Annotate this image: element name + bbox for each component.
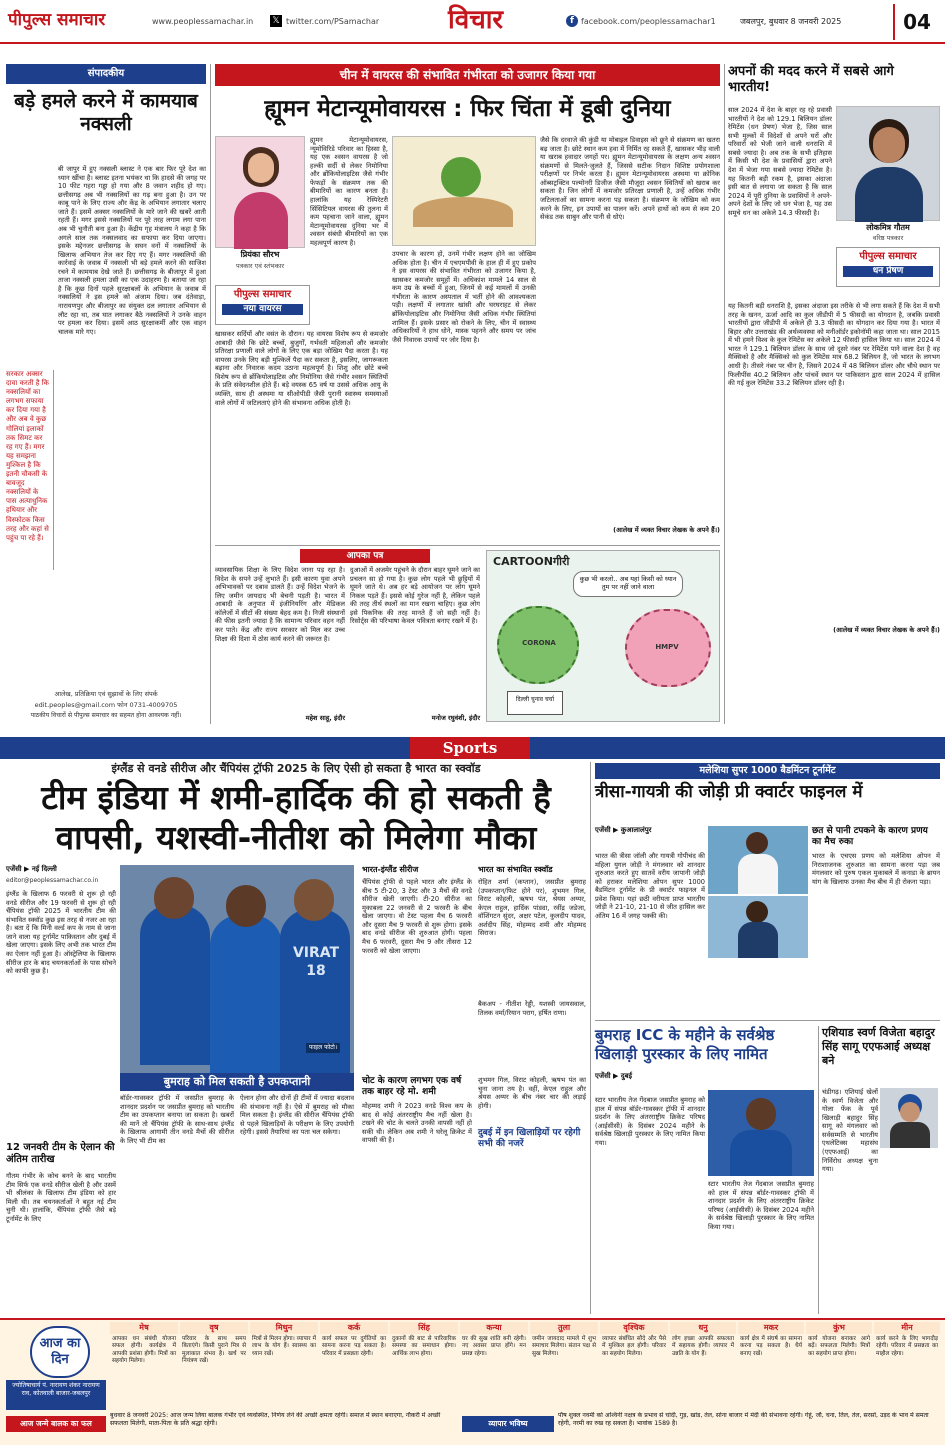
hmpv-kicker: चीन में वायरस की संभावित गंभीरता को उजागर किया गया <box>215 64 720 86</box>
column-logo: पीपुल्स समाचार <box>233 289 292 300</box>
sports-headline: टीम इंडिया में शमी-हार्दिक की हो सकती है वापसी, यशस्वी-नीतीश को मिलेगा मौका <box>41 778 551 857</box>
hmpv-body-3: उपचार के कारण हो, उनमें गंभीर लक्षण होने का जोखिम अधिक होता है। चीन में एचएमपीवी के हाल ही में हुए प्रकोप ने इस वायरस की संभावित गंभीरता को उजागर किया है, खासकर कमजोर समूहों में। अधिकांश मामले 14 साल से कम उम्र के बच्चों में हुआ, जिनमें से कई मामलों में उनकी गंभीरता के कारण अस्पताल में भर्ती होने की आवश्यकता पड़ी। लक्षणों में लगातार खांसी और घरघराहट से लेकर ब्रोंकियोलाइटिस और निमोनिया जैसी अधिक गंभीर स्थितियां शामिल हैं। इसके प्रसार को रोकने के लिए, चीन में स्वास्थ्य अधिकारियों ने हाथ धोने, मास्क पहनने और समय पर जांच जैसे निवारक उपायों पर जोर दिया है। <box>392 250 536 344</box>
photo-caption: बुमराह को मिल सकती है उपकप्तानी <box>120 1073 354 1091</box>
website-link[interactable]: www.peoplessamachar.in <box>152 17 254 26</box>
prannoy-title: छत से पानी टपकने के कारण प्रणय का मैच रुका <box>812 826 928 848</box>
section-title: विचार <box>448 5 504 35</box>
author-name-priyanka: प्रियंका सौरभ <box>240 250 280 259</box>
section-divider <box>595 1020 940 1021</box>
sports-byline: एजेंसी ▶ नई दिल्ली <box>6 865 57 873</box>
sign-name: मेष <box>110 1322 178 1334</box>
sports-body-1: इंग्लैंड के खिलाफ 6 फरवरी से शुरू हो रही वनडे सीरीज और 19 फरवरी से शुरू हो रही चैंपियंस ट्रॉफी 2025 में भारतीय टीम की संभावित स्क्वॉड कुछ इस तरह से नजर आ रहा है। बता दें कि मिनी वर्ल्ड कप के नाम से जाना जाने वाला यह टूर्नामेंट पाकिस्तान और दुबई में खेला जाएगा। इसके लिए अभी तक भारत टीम का ऐलान नहीं हुआ है। ऑस्ट्रेलिया के खिलाफ सीरीज हार के बाद चयनकर्ताओं के पास सोचने को काफी कुछ है। <box>6 890 116 976</box>
editorial-body: बी जापुर में हुए नक्सली ब्लास्ट ने एक बार फिर पूरे देश का ध्यान खींचा है। ब्लास्ट इतना भयंकर था कि हादसे की जगह पर 10 फीट गहरा गड्ढा हो गया और 8 जवान शहीद हो गए। छत्तीसगढ़ अब भी नक्सलियों का गढ़ बना हुआ है। उन पर काबू पाने के लिए राज्य और केंद्र के अभियान लगातार चलाए जाते हैं। इसमें अक्सर नक्सलियों के मारे जाने की खबरें आती रहती हैं। मगर इससे नक्सलियों पर पूरे तरह लगाम लगा पाना अब भी चुनौती बना हुआ है। केंद्रीय गृह मंत्रालय ने कहा है कि अगले साल तक नक्सलवाद का सफाया कर दिया जाएगा। इसके मद्देनजर छत्तीसगढ़ के सघन वनों में नक्सलियों के खिलाफ अभियान तेज कर दिए गए हैं। मगर नक्सलियों की कार्रवाई के जवाब में नक्सली भी बड़े हमले करने की साजिश रचने में कामयाब देखे जाते हैं। छत्तीसगढ़ के बीजापुर में हुआ ताजा नक्सली हमला उसी का एक उदाहरण है। बताया जा रहा है कि कुछ दिनों पहले सुरक्षाबलों के अभियान के जवाब में नक्सलियों ने इस हमले को अंजाम दिया। जब दंतेवाड़ा, नारायणपुर और बीजापुर का संयुक्त दल लगातार अभियान से लौट रहा था, तब घात लगाकर बैठे नक्सलियों ने उनके वाहन पर हमला कर दिया। इसमें आठ सुरक्षाकर्मी और एक वाहन चालक मारे गए। <box>58 165 206 336</box>
column-tag: धन प्रेषण <box>843 266 933 278</box>
sign-pisces <box>874 1322 940 1410</box>
author-name-lokmitra: लोकमित्र गौतम <box>866 223 910 232</box>
sign-aries <box>110 1322 178 1410</box>
column-divider <box>818 1026 819 1314</box>
remit-credit: (आलेख में व्यक्त विचार लेखक के अपने हैं।) <box>833 626 940 634</box>
sagu-body: चंडीगढ़। एशियाई खेलों के स्वर्ण विजेता और गोला फेंक के पूर्व खिलाड़ी बहादुर सिंह सागू को मंगलवार को सर्वसम्मति से भारतीय एथलेटिक्स महासंघ (एएफआई) का निर्विरोध अध्यक्ष चुना गया। <box>822 1088 878 1174</box>
born-today-text: बुधवार 8 जनवरी 2025: आज जन्म लिया बालक गंभीर एवं व्यवस्थित, निर्णय लेने की अच्छी क्षमता रहेगी। समाज में स्थान बनाएगा, नौकरी में अच्छी सफलता मिलेगी, माता-पिता के प्रति श्रद्धा रहेगी। <box>110 1412 441 1428</box>
letters-title: आपका पत्र <box>300 549 430 563</box>
cartoon-box <box>486 550 720 722</box>
sign-name: मिथुन <box>250 1322 318 1334</box>
shami-title: चोट के कारण लगभग एक वर्ष तक बाहर रहे मो. शमी <box>362 1076 462 1098</box>
prannoy-body: भारत के एचएस प्रणय को मलेशिया ओपन में निराशाजनक शुरुआत का सामना करना पड़ा जब मंगलवार को पुरुष एकल मुकाबले में कनाडा के ब्रायन यांग के खिलाफ उनका मैच बीच में ही रोकना पड़ा। <box>812 852 940 886</box>
column-logo-box <box>215 285 310 325</box>
squad-body: रोहित शर्मा (कप्तान), जसप्रीत बुमराह (उपकप्तान/फिट होने पर), शुभमन गिल, विराट कोहली, ऋषभ पंत, श्रेयस अय्यर, केएल राहुल, हार्दिक पांड्या, रवींद्र जडेजा, वॉशिंगटन सुंदर, अक्षर पटेल, कुलदीप यादव, अर्शदीप सिंह, मोहम्मद शमी और मोहम्मद सिराज। <box>478 878 586 938</box>
sign-text: घर की सुख शांति बनी रहेगी। नए अवसर प्राप्त होंगे। मन प्रसन्न रहेगा। <box>462 1336 526 1357</box>
sign-gemini <box>250 1322 318 1410</box>
column-tag: नया वायरस <box>222 304 303 316</box>
sign-name: कन्या <box>460 1322 528 1334</box>
sign-aquarius <box>806 1322 872 1410</box>
letter-2: दुआओं में अजमेर पहुंचने के दौरान बाहर घूमने जाने का प्रचलन सा हो गया है। कुछ लोग पहले भी छुट्टियों में घूमने जाते थे। अब हर बड़े आयोजन पर लोग घूमने निकल पड़ते हैं। इससे कोई गुरेज नहीं है, लेकिन पहले की तरह तीर्थ स्थलों का मान रखना चाहिए। कुछ लोग इसे पिकनिक की तरह मानते हैं जो सही नहीं है। रिसोर्ट्स की परिभाषा केवल पवित्रता बनाए रखने में है। <box>350 566 480 626</box>
sports-subhead-1: 12 जनवरी टीम के ऐलान की अंतिम तारीख <box>6 1142 115 1165</box>
jersey-text: VIRAT 18 <box>292 945 340 979</box>
editorial-footer-3: पाठकीय विचारों से पीपुल्स समाचार का सहमत होना आवश्यक नहीं। <box>30 712 182 719</box>
born-today-label: आज जन्मे बालक का फल <box>6 1416 106 1432</box>
masthead <box>0 0 945 44</box>
bumrah-photo <box>708 1090 814 1176</box>
editorial-footer-email[interactable]: edit.peoples@gmail.com फोन 0731-4009705 <box>34 701 178 709</box>
cartoon-signboard: दिल्ली चुनाव चर्चा <box>507 691 563 715</box>
letter-1-signature: महेश साहू, इंदौर <box>305 714 345 722</box>
team-india-photo <box>120 865 354 1073</box>
hmpv-body-1: ह्यूमन मेटान्यूमोवायरस, न्यूमोविरिडे परिवार का हिस्सा है, यह एक श्वसन वायरस है जो हल्की सर्दी से लेकर निमोनिया और ब्रोंकियोलाइटिस जैसे गंभीर फेफड़ों के संक्रमण तक की बीमारियों का कारण बनता है। हालांकि यह रेस्पिरेटरी सिंसिटियल वायरस की तुलना में कम पहचाना जाने वाला, ह्यूमन मेटान्यूमोवायरस दुनिया भर में श्वसन संबंधी बीमारियों का एक महत्वपूर्ण कारण है। <box>310 136 388 247</box>
hmpv-headline: ह्यूमन मेटान्यूमोवायरस : फिर चिंता में डूबी दुनिया <box>264 96 671 122</box>
cartoon-title: CARTOONगीरी <box>493 555 570 568</box>
hmpv-body-4: जैसे कि दरवाजे की कुंडी या मोबाइल डिवाइस को छूने से संक्रमण का खतरा बढ़ जाता है। छोटे स्थान कम हवा में निर्मित रह सकते हैं, खासकर भीड़ वाली या खराब हवादार जगहों पर। ह्यूमन मेटान्यूमोवायरस के लक्षण अन्य श्वसन संक्रमणों से मिलते-जुलते हैं, जिससे सटीक निदान विशिष्ट प्रयोगशाला परीक्षणों पर निर्भर करता है। ह्यूमन मेटान्यूमोवायरस अस्थमा या क्रोनिक ऑब्सट्रक्टिव पल्मोनरी डिजीज जैसी मौजूदा श्वसन स्थितियों को खराब कर सकता है। जिन लोगों में कमजोर प्रतिरक्षा प्रणाली है, उन्हें अधिक गंभीर जटिलताओं का सामना करना पड़ सकता है। संक्रमण के जोखिम को कम करने के लिए, इन उपायों का पालन करें। अपने हाथों को कम से कम 20 सेकंड तक साबुन और पानी से धोएं। <box>540 136 720 222</box>
sign-name: मीन <box>874 1322 940 1334</box>
sign-libra <box>530 1322 598 1410</box>
hmpv-illustration <box>392 136 536 246</box>
remit-body-2: यह कितनी बड़ी धनराशि है, इसका अंदाजा इस तरीके से भी लगा सकते हैं कि देश में सभी तरह के खनन, ऊर्जा आदि का कुल जीडीपी में 5 फीसदी का योगदान है, जबकि प्रवासी भारतीयों द्वारा जीडीपी में अकेले ही 3.3 फीसदी का योगदान कर दिया गया है। भारत में बिहार और उत्तराखंड की अर्थव्यवस्था को मनीऑर्डर इकोनॉमी कहा जाता था। साल 2015 में भी हमने विश्व के कुल रेमिटेंस का अकेले 12 फीसदी हासिल किया था। साल 2024 में भारत ने 129.1 बिलियन डॉलर के साथ जो दूसरे नंबर पर रेमिटेंस पाने वाला देश है वह मैक्सिको है और मैक्सिको को कुल रेमिटेंस मात्र 68.2 बिलियन है, जो भारत के लगभग आधी है। तीसरे नंबर पर चीन है, जिसने 2024 में 48 बिलियन डॉलर और चौथे स्थान पर फिलीपींस 40.2 बिलियन और पांचवें स्थान पर पाकिस्तान द्वारा साल 2024 में हासिल की गई कुल रेमिटेंस 33.2 बिलियन डॉलर रही है। <box>728 302 940 388</box>
remit-title: अपनों की मदद करने में सबसे आगे भारतीय! <box>728 64 894 96</box>
column-divider <box>590 762 591 1314</box>
sports-label: Sports <box>410 737 530 759</box>
facebook-icon: f <box>566 15 578 27</box>
sign-text: कार्य सफल पर दुर्गतियों का सामना करना पड़ सकता है। परिवार में प्रसन्नता रहेगी। <box>322 1336 386 1357</box>
sign-text: परिवार के साथ समय बिताएंगे। किसी पुराने मित्र से मुलाकात संभव है। खर्च पर नियंत्रण रखें। <box>182 1336 246 1364</box>
dubai-title: दुबई में इन खिलाड़ियों पर रहेगी सभी की नजरें <box>478 1128 581 1150</box>
author-photo-priyanka <box>215 136 305 248</box>
section-divider <box>215 545 720 546</box>
sign-name: तुला <box>530 1322 598 1334</box>
series-title: भारत-इंग्लैंड सीरीज <box>362 865 419 874</box>
market-forecast-label: व्यापार भविष्य <box>462 1416 554 1432</box>
editorial-footer-1: आलेख, प्रतिक्रिया एवं सुझावों के लिए संपर्क <box>54 690 158 698</box>
x-icon: 𝕏 <box>270 15 282 27</box>
author-role-lokmitra: वरिष्ठ पत्रकार <box>872 234 904 242</box>
sign-name: कुंभ <box>806 1322 872 1334</box>
dubai-body-lead: शुभमन गिल, विराट कोहली, ऋषभ पंत का चुना जाना तय है। वहीं, केएल राहुल और श्रेयस अय्यर के बीच नंबर चार की लड़ाई होगी। <box>478 1076 586 1110</box>
sign-taurus <box>180 1322 248 1410</box>
page-number: 04 <box>893 4 939 40</box>
badminton-tag: मलेशिया सुपर 1000 बैडमिंटन टूर्नामेंट <box>595 763 940 779</box>
sign-text: मित्रों से मिलन होगा। व्यापार में लाभ के योग हैं। स्वास्थ्य का ध्यान रखें। <box>252 1336 316 1357</box>
badminton-byline: एजेंसी ▶ कुआलालंपुर <box>595 826 652 834</box>
sports-kicker: इंग्लैंड से वनडे सीरीज और चैंपियंस ट्रॉफी 2025 के लिए ऐसी हो सकता है भारत का स्क्वॉड <box>111 762 481 775</box>
editorial-title: बड़े हमले करने में कामयाब नक्सली <box>14 90 198 135</box>
sign-text: दुकानों की बाट से पारिवारिक समस्या का समाधान होगा। आर्थिक लाभ होगा। <box>392 1336 456 1357</box>
hmpv-credit: (आलेख में व्यक्त विचार लेखक के अपने हैं।) <box>613 526 720 534</box>
market-forecast-text: पौष शुक्ल नवमी को अश्विनी नक्षत्र के प्रभाव से चांदी, गुड़, खांड, तेल, सोना बाजार में मंदी की संभावना रहेगी। गेहूं, जौ, चना, तिल, तेल, सरसों, उड़द के भाव में समता रहेगी, नरमी का रुख रह सकता है। भावांक 1589 है। <box>558 1412 929 1428</box>
sign-text: कार्य योजना बनाकर आगे बढ़ें। सफलता मिलेगी। मित्रों का सहयोग प्राप्त होगा। <box>808 1336 870 1357</box>
letter-1: व्यावसायिक शिक्षा के लिए विदेश जाना पड़ रहा है। विदेश के सपने उन्हें लुभाते हैं। इसी कारण युवा अपने अभिभावकों पर दबाव डालते हैं। उन्हें विदेश भेजने के लिए जमीन जायदाद भी बेचनी पड़ती है। भारत में आबादी के अनुपात में इंजीनियरिंग और मेडिकल कॉलेजों में सीटों की संख्या बेहद कम है। निजी संस्थानों की फीस इतनी ज्यादा है कि सामान्य परिवार वहन नहीं कर पाते। केंद्र और राज्य सरकार को मिल कर उच्च शिक्षा की दिशा में ठोस कार्य करने की जरूरत है। <box>215 566 345 643</box>
facebook-link[interactable]: facebook.com/peoplessamachar1 <box>581 17 716 26</box>
cartoon-speech-bubble: कुछ भी करलो.. अब यहां किसी को ध्यान तुम पर नहीं जाने वाला <box>573 571 683 597</box>
photo-credit: फाइल फोटो। <box>306 1043 340 1053</box>
column-logo-box-remit <box>836 247 940 287</box>
horoscope-heading: आज का दिन <box>30 1326 90 1378</box>
twitter-link[interactable]: twitter.com/PSamachar <box>286 17 380 26</box>
bumrah-byline: एजेंसी ▶ दुबई <box>595 1072 633 1080</box>
sign-leo <box>390 1322 458 1410</box>
column-logo: पीपुल्स समाचार <box>859 251 917 262</box>
sign-text: जमीन जायदाद मामले में शुभ समाचार मिलेगा। संतान पक्ष से सुख मिलेगा। <box>532 1336 596 1357</box>
sagu-title: एशियाड स्वर्ण विजेता बहादुर सिंह सागू एएफआई अध्यक्ष बने <box>822 1026 935 1067</box>
sign-name: वृष <box>180 1322 248 1334</box>
editorial-tag: संपादकीय <box>6 64 206 84</box>
dateline: जबलपुर, बुधवार 8 जनवरी 2025 <box>740 17 842 26</box>
astrologer-credit: ज्योतिषाचार्य पं. नारायण शंकर नारायण राव, कोतवाली बाजार-जबलपुर <box>6 1380 106 1410</box>
sign-text: कार्य करने के लिए भागदौड़ रहेगी। परिवार में प्रसन्नता का माहौल रहेगा। <box>876 1336 938 1357</box>
sign-virgo <box>460 1322 528 1410</box>
cartoon-label-corona: CORONA <box>522 639 556 647</box>
badminton-body: भारत की त्रीसा जॉली और गायत्री गोपीचंद की महिला युगल जोड़ी ने मंगलवार को शानदार शुरुआत करते हुए सातवें वरीय जापानी जोड़ी को हराकर मलेशिया ओपन सुपर 1000 बैडमिंटन टूर्नामेंट के प्री क्वार्टर फाइनल में प्रवेश किया। यहां छठी वरीयता प्राप्त भारतीय जोड़ी ने 21-10, 21-10 से जीत हासिल कर अंतिम 16 में जगह पक्की की। <box>595 852 705 920</box>
sports-body-1b: गौतम गंभीर के कोच बनने के बाद भारतीय टीम सिर्फ एक वनडे सीरीज खेली है और उसमें भी श्रीलंका के खिलाफ टीम इंडिया को हार मिली थी। तब चयनकर्ताओं ने बहुत नई टीम चुनी थी। हालांकि, चैंपियंस ट्रॉफी जैसे बड़े टूर्नामेंट के लिए <box>6 1172 116 1223</box>
sagu-photo <box>880 1088 938 1148</box>
sign-scorpio <box>600 1322 668 1410</box>
badminton-photo-1 <box>708 826 808 894</box>
badminton-photo-2 <box>708 896 808 958</box>
remit-body-1: साल 2024 में देश के बाहर रह रहे प्रवासी भारतीयों ने देश को 129.1 बिलियन डॉलर रेमिटेंस (धन प्रेषण) भेजा है, जिस साल सभी मुल्कों में विदेशों से अपने घरों और परिवारों को भेजी जाने वाली धनराशि में सबसे ज्यादा है। अब तक के सभी इतिहास में किसी भी देश के प्रवासियों द्वारा अपने देश में भेजा गया सबसे ज्यादा रेमिटेंस है। यह कितनी बड़ी रकम है, इसका अंदाजा इसी बात से लगाया जा सकता है कि साल 2024 में पूरी दुनिया के प्रवासियों ने अपने-अपने देशों के लिए जो धन भेजा है, यह उस समूचे धन का अकेले 14.3 फीसदी है। <box>728 106 832 217</box>
sign-name: धनु <box>670 1322 736 1334</box>
bumrah-body: स्टार भारतीय तेज गेंदबाज जसप्रीत बुमराह को हाल में संपन्न बॉर्डर-गावस्कर ट्रॉफी में शानदार प्रदर्शन के लिए अंतरराष्ट्रीय क्रिकेट परिषद (आईसीसी) के दिसंबर 2024 महीने के सर्वश्रेष्ठ खिलाड़ी पुरस्कार के लिए नामित किया गया। <box>595 1096 705 1147</box>
series-body: चैंपियंस ट्रॉफी से पहले भारत और इंग्लैंड के बीच 5 टी-20, 3 टेस्ट और 3 मैचों की वनडे सीरीज खेली जाएगी। टी-20 सीरीज का मुकाबला 22 जनवरी से 2 फरवरी के बीच खेला जाएगा। वो टेस्ट पहला मैच 6 फरवरी और दूसरा मैच 9 फरवरी से शुरू होगा। इसके बाद वनडे सीरीज की शुरुआत होगी। पहला मैच 6 फरवरी, दूसरा मैच 9 और तीसरा 12 फरवरी को खेला जाएगा। <box>362 878 472 955</box>
author-role-priyanka: पत्रकार एवं स्तंभकार <box>235 262 285 270</box>
sign-name: कर्क <box>320 1322 388 1334</box>
sign-text: आपका धन संबंधी योजना सफल होगी। कार्यक्षेत्र में आपकी प्रशंसा होगी। मित्रों का सहयोग मिलेगा। <box>112 1336 176 1364</box>
badminton-headline: त्रीसा-गायत्री की जोड़ी प्री क्वार्टर फाइनल में <box>595 782 863 802</box>
sign-cancer <box>320 1322 388 1410</box>
hmpv-body-2: खासकर सर्दियों और वसंत के दौरान। यह वायरस विशेष रूप से कमजोर आबादी जैसे कि छोटे बच्चों, बुजुर्गों, गर्भवती महिलाओं और कमजोर प्रतिरक्षा प्रणाली वाले लोगों के लिए एक बड़ा जोखिम पैदा करता है। यह वायरस उनके लिए बड़ी मुश्किलें पैदा कर सकता है, इसलिए, जागरूकता बढ़ाना और निवारक कदम उठाना महत्वपूर्ण है। शिशु और छोटे बच्चे विशेष रूप से ब्रोंकियोलाइटिस और निमोनिया जैसे गंभीर श्वसन स्थितियों के प्रति संवेदनशील होते हैं। बड़े वयस्क 65 वर्ष या उससे अधिक आयु के व्यक्ति, साथ ही अस्थमा या सीओपीडी जैसी पुरानी स्वास्थ्य समस्याओं वाले लोगों में जटिलताएं होने की संभावना अधिक होती है। <box>215 330 388 407</box>
masthead-logo[interactable]: पीपुल्स समाचार <box>8 10 106 30</box>
sign-capricorn <box>738 1322 804 1410</box>
bumrah-body-2: स्टार भारतीय तेज गेंदबाज जसप्रीत बुमराह को हाल में संपन्न बॉर्डर-गावस्कर ट्रॉफी में शानदार प्रदर्शन के लिए अंतरराष्ट्रीय क्रिकेट परिषद (आईसीसी) के दिसंबर 2024 महीने के सर्वश्रेष्ठ खिलाड़ी पुरस्कार के लिए नामित किया गया। <box>708 1180 814 1231</box>
sign-text: कार्य क्षेत्र में संघर्ष का सामना करना पड़ सकता है। धैर्य बनाए रखें। <box>740 1336 802 1357</box>
squad-title: भारत का संभावित स्क्वॉड <box>478 865 553 874</box>
sign-name: वृश्चिक <box>600 1322 668 1334</box>
squad-reserve: बैकअप - नीतीश रेड्डी, यशस्वी जायसवाल, तिलक वर्मा/रियान पराग, हर्षित राणा। <box>478 1000 586 1017</box>
editorial-pullquote: सरकार अक्सर दावा करती है कि नक्सलियों का लगभग सफाया कर दिया गया है और अब वे कुछ गोलियां इलाकों तक सिमट कर रह गए हैं। मगर यह समझना मुश्किल है कि इतनी चौकसी के बावजूद नक्सलियों के पास अत्याधुनिक हथियार और विस्फोटक किस तरह और कहां से पहुंच पा रहे हैं। <box>6 370 54 570</box>
column-divider <box>210 64 211 724</box>
sports-body-3: ऐलान होना और दोनों ही टीमों में ज्यादा बदलाव की संभावना नहीं है। ऐसे में बुमराह को मौका मिल सकता है। इंग्लैंड की सीरीज चैंपियंस ट्रॉफी से पहले खिलाड़ियों के परीक्षण के लिए उपयोगी रहेगी। इससे तैयारियां का पता चल सकेगा। <box>240 1094 354 1137</box>
sports-email[interactable]: editor@peoplessamachar.co.in <box>6 877 99 884</box>
cartoon-label-hmpv: HMPV <box>655 643 679 651</box>
column-divider <box>724 64 725 724</box>
sign-sagittarius <box>670 1322 736 1410</box>
sign-name: मकर <box>738 1322 804 1334</box>
sign-text: व्यापार संबंधित सौदे और पैसे में मुश्किल हल होगी। परिवार का सहयोग मिलेगा। <box>602 1336 666 1357</box>
sports-body-2: बॉर्डर-गावस्कर ट्रॉफी में जसप्रीत बुमराह के शानदार प्रदर्शन पर जसप्रीत बुमराह को भारतीय टीम का उपकप्तान बनाया जा सकता है। खबरों की मानें तो चैंपियंस ट्रॉफी के साथ-साथ इंग्लैंड के खिलाफ आगामी तीन वनडे मैचों की सीरीज के लिए भी टीम का <box>120 1094 234 1145</box>
letter-2-signature: मनोज रघुवंशी, इंदौर <box>431 714 480 722</box>
shami-body: मोहम्मद शमी ने 2023 वनडे विश्व कप के बाद से कोई अंतरराष्ट्रीय मैच नहीं खेला है। टखने की चोट के चलते उनकी वापसी नहीं हो सकी थी। लेकिन अब शमी ने घरेलू क्रिकेट में वापसी की है। <box>362 1102 472 1145</box>
bumrah-headline: बुमराह ICC के महीने के सर्वश्रेष्ठ खिलाड़ी पुरस्कार के लिए नामित <box>595 1026 775 1063</box>
sign-text: लोग इच्छा आपकी सफलता में सहायक होगी। व्यापार में उन्नति के योग हैं। <box>672 1336 734 1357</box>
author-photo-lokmitra <box>836 106 940 221</box>
sign-name: सिंह <box>390 1322 458 1334</box>
